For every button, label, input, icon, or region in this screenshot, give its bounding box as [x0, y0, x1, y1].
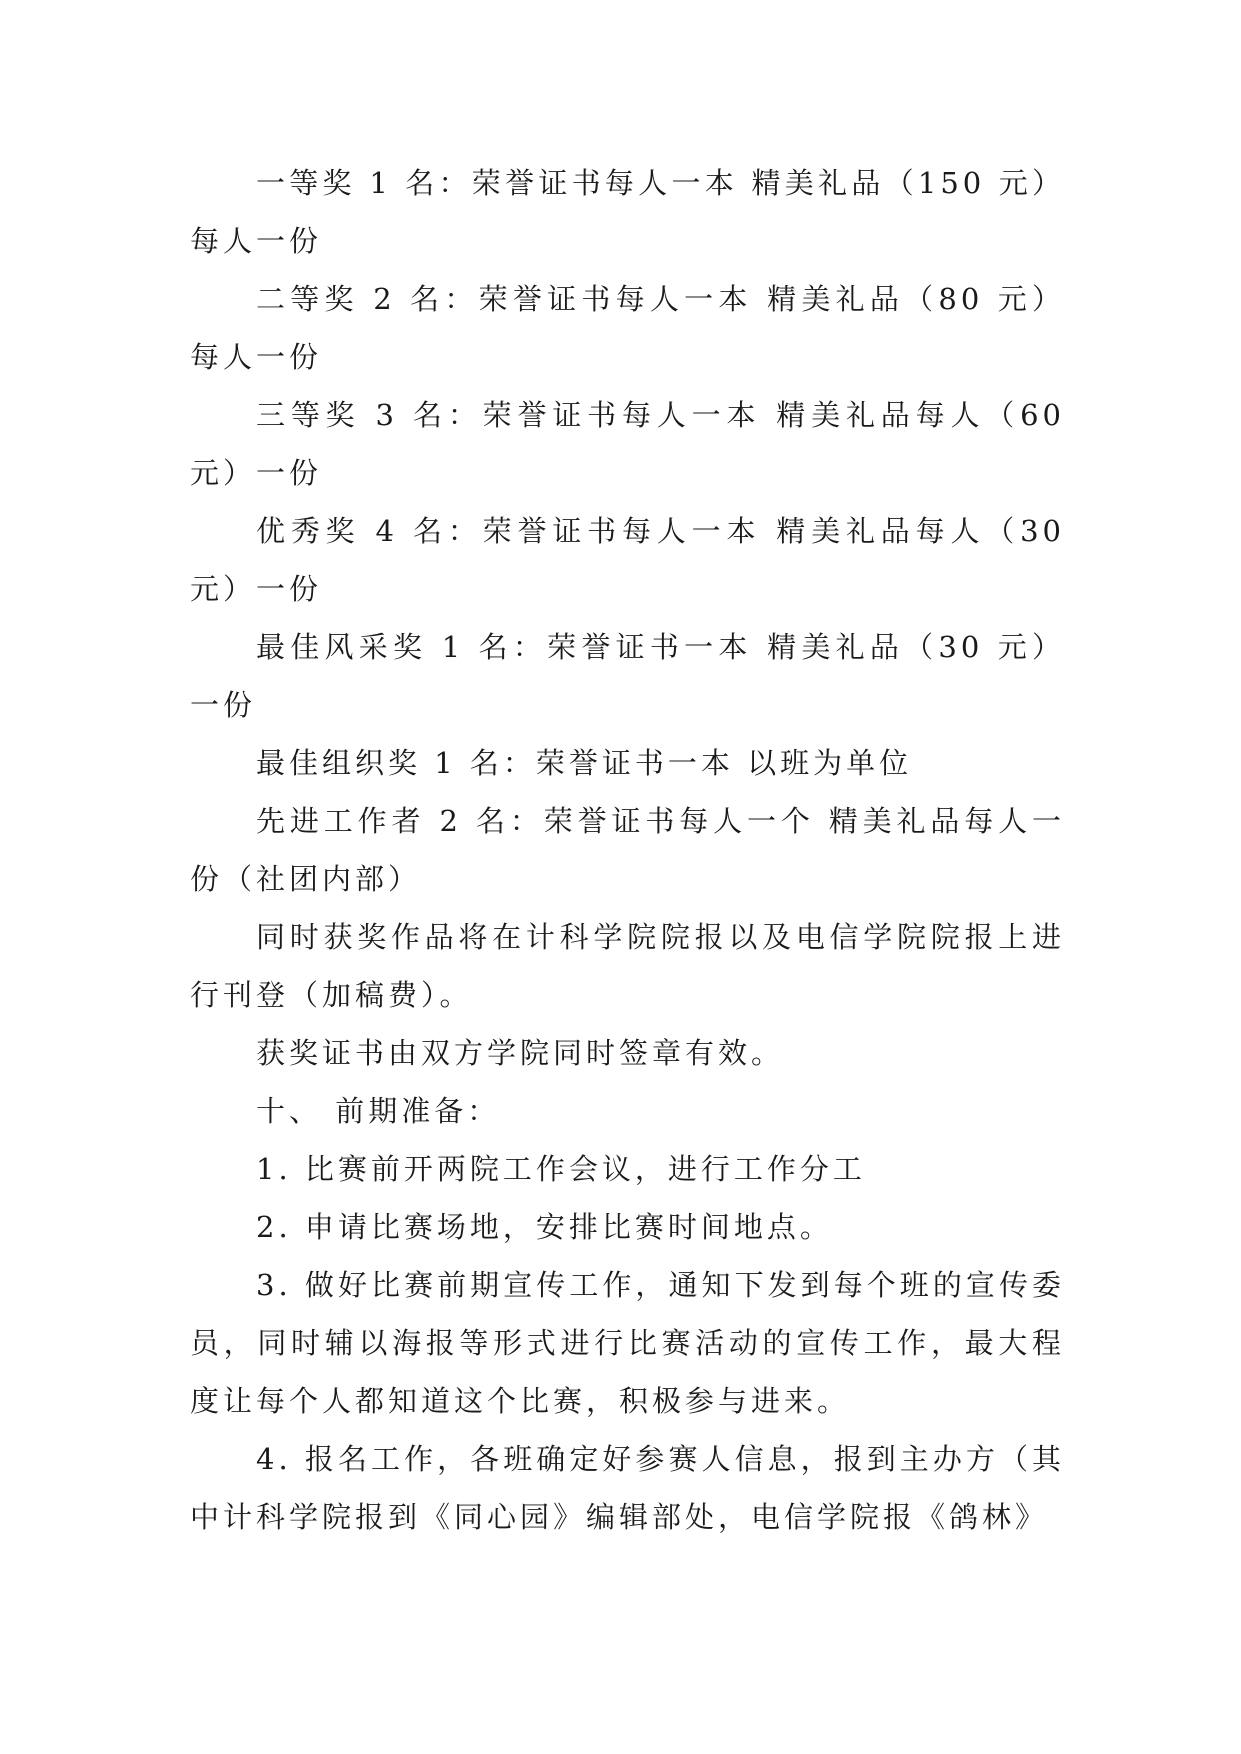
prep-item-1: 1. 比赛前开两院工作会议，进行工作分工	[256, 1152, 866, 1186]
award-best-organization: 最佳组织奖 1 名：荣誉证书一本 以班为单位	[256, 746, 913, 780]
prep-item-4: 4. 报名工作，各班确定好参赛人信息，报到主办方（其中计科学院报到《同心园》编辑部处，电信学院报《鸽林》	[190, 1442, 1065, 1534]
award-advanced-worker: 先进工作者 2 名：荣誉证书每人一个 精美礼品每人一份（社团内部）	[190, 804, 1065, 896]
prep-item-3: 3. 做好比赛前期宣传工作，通知下发到每个班的宣传委员，同时辅以海报等形式进行比赛活动的宣传工作，最大程度让每个人都知道这个比赛，积极参与进来。	[190, 1268, 1065, 1418]
award-third-prize: 三等奖 3 名：荣誉证书每人一本 精美礼品每人（60 元）一份	[190, 398, 1065, 490]
award-best-style: 最佳风采奖 1 名：荣誉证书一本 精美礼品（30 元）一份	[190, 630, 1065, 722]
section-heading-preparation: 十、 前期准备：	[256, 1094, 501, 1128]
certificate-note: 获奖证书由双方学院同时签章有效。	[256, 1036, 785, 1070]
award-excellence-prize: 优秀奖 4 名：荣誉证书每人一本 精美礼品每人（30 元）一份	[190, 514, 1065, 606]
award-second-prize: 二等奖 2 名：荣誉证书每人一本 精美礼品（80 元）每人一份	[190, 282, 1065, 374]
publication-note: 同时获奖作品将在计科学院院报以及电信学院院报上进行刊登（加稿费）。	[190, 920, 1065, 1012]
award-first-prize: 一等奖 1 名：荣誉证书每人一本 精美礼品（150 元）每人一份	[190, 166, 1065, 258]
prep-item-2: 2. 申请比赛场地，安排比赛时间地点。	[256, 1210, 833, 1244]
document-body	[190, 154, 1065, 1546]
